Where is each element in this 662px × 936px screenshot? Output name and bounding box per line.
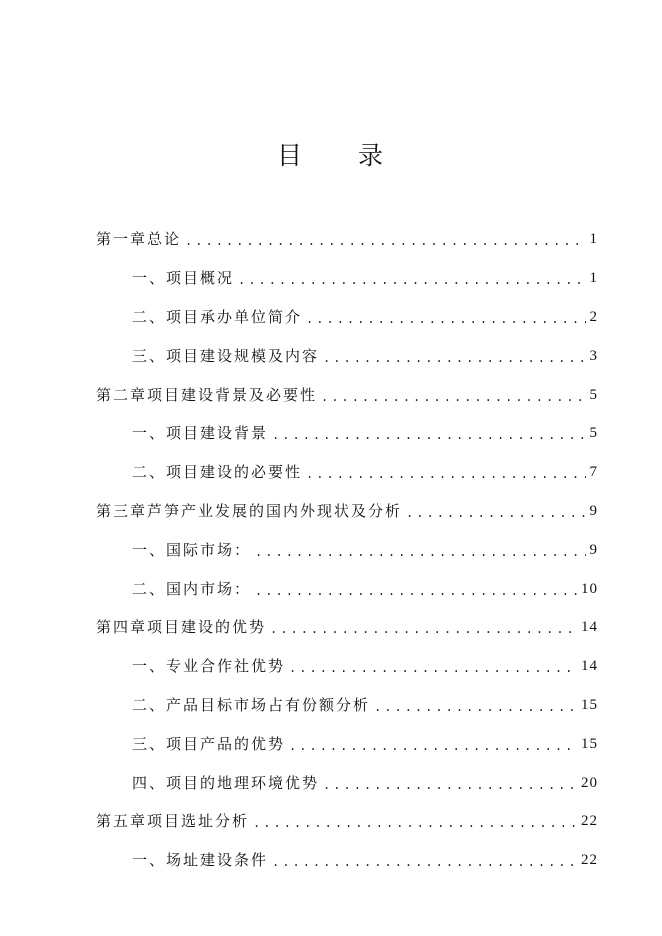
page-number: 20	[581, 774, 598, 791]
entry-label: 总论	[147, 230, 182, 249]
page-number: 9	[589, 541, 598, 558]
page-number: 14	[581, 658, 598, 675]
toc-section-entry[interactable]	[96, 569, 598, 608]
dot-leader	[323, 344, 585, 372]
toc-title-left: 目	[276, 141, 304, 170]
toc-section-entry[interactable]	[96, 453, 598, 492]
entry-label: 项目选址分析	[147, 812, 250, 831]
entry-label: 四、项目的地理环境优势	[132, 773, 320, 792]
entry-label: 芦笋产业发展的国内外现状及分析	[147, 501, 403, 520]
page-number: 5	[589, 386, 598, 403]
toc-section-entry[interactable]	[96, 686, 598, 725]
page-number: 7	[589, 464, 598, 481]
entry-label: 一、项目概况	[132, 269, 235, 288]
chapter-number: 第二章	[96, 385, 148, 404]
page-number: 14	[581, 619, 598, 636]
page-number: 22	[581, 852, 598, 869]
dot-leader	[289, 654, 577, 682]
toc-section-entry[interactable]	[96, 724, 598, 763]
page-number: 9	[589, 502, 598, 519]
dot-leader	[255, 577, 577, 605]
page-number: 15	[581, 696, 598, 713]
toc-chapter-entry[interactable]	[96, 608, 598, 647]
toc-title-right: 录	[358, 141, 386, 170]
dot-leader	[406, 499, 585, 527]
toc-section-entry[interactable]	[96, 530, 598, 569]
dot-leader	[253, 809, 577, 837]
toc-chapter-entry[interactable]	[96, 220, 598, 259]
chapter-number: 第三章	[96, 501, 148, 520]
dot-leader	[255, 538, 585, 566]
dot-leader	[306, 305, 585, 333]
toc-chapter-entry[interactable]	[96, 492, 598, 531]
dot-leader	[185, 227, 585, 255]
toc-section-entry[interactable]	[96, 336, 598, 375]
toc-chapter-entry[interactable]	[96, 375, 598, 414]
entry-label: 二、项目建设的必要性	[132, 463, 303, 482]
chapter-number: 第五章	[96, 812, 148, 831]
entry-label: 项目建设的优势	[147, 618, 267, 637]
dot-leader	[270, 615, 577, 643]
entry-label: 一、国际市场：	[132, 540, 252, 559]
entry-label: 项目建设背景及必要性	[147, 385, 318, 404]
dot-leader	[323, 771, 577, 799]
dot-leader	[272, 421, 585, 449]
toc-section-entry[interactable]	[96, 298, 598, 337]
dot-leader	[306, 460, 585, 488]
toc-section-entry[interactable]	[96, 647, 598, 686]
table-of-contents	[96, 220, 598, 880]
page-number: 10	[581, 580, 598, 597]
toc-chapter-entry[interactable]	[96, 802, 598, 841]
dot-leader	[289, 732, 577, 760]
page-number: 2	[589, 308, 598, 325]
entry-label: 一、项目建设背景	[132, 424, 269, 443]
toc-section-entry[interactable]	[96, 841, 598, 880]
entry-label: 三、项目产品的优势	[132, 734, 286, 753]
page-number: 5	[589, 425, 598, 442]
dot-leader	[374, 693, 577, 721]
entry-label: 一、场址建设条件	[132, 851, 269, 870]
dot-leader	[321, 383, 585, 411]
toc-title	[0, 136, 662, 172]
toc-section-entry[interactable]	[96, 259, 598, 298]
page-number: 1	[589, 270, 598, 287]
chapter-number: 第一章	[96, 230, 148, 249]
chapter-number: 第四章	[96, 618, 148, 637]
page-number: 22	[581, 813, 598, 830]
toc-section-entry[interactable]	[96, 414, 598, 453]
dot-leader	[238, 266, 585, 294]
entry-label: 一、专业合作社优势	[132, 657, 286, 676]
entry-label: 二、项目承办单位简介	[132, 307, 303, 326]
entry-label: 二、国内市场：	[132, 579, 252, 598]
dot-leader	[272, 848, 577, 876]
page-number: 15	[581, 735, 598, 752]
page-number: 3	[589, 347, 598, 364]
toc-section-entry[interactable]	[96, 763, 598, 802]
entry-label: 二、产品目标市场占有份额分析	[132, 695, 371, 714]
page-number: 1	[589, 231, 598, 248]
entry-label: 三、项目建设规模及内容	[132, 346, 320, 365]
